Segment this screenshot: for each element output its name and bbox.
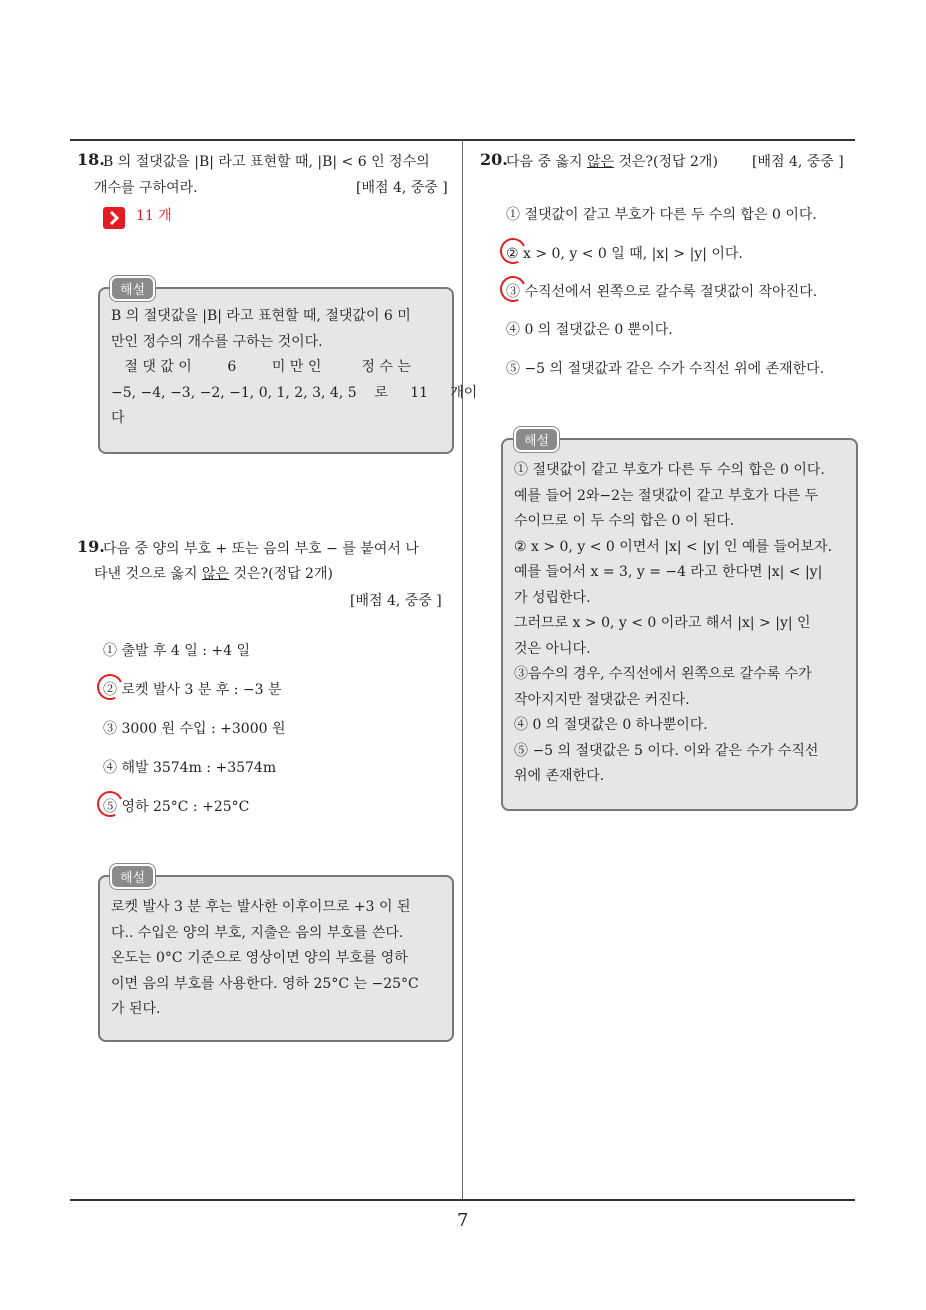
question-number: 20. bbox=[480, 150, 508, 169]
answer-arrow-icon bbox=[103, 207, 125, 229]
explanation-line: 다 bbox=[111, 410, 125, 426]
choice-4[interactable]: ④ 0 의 절댓값은 0 뿐이다. bbox=[506, 322, 673, 338]
explanation-text bbox=[111, 895, 419, 1023]
question-text: 타낸 것으로 옳지 않은 것은?(정답 2개) bbox=[94, 566, 333, 582]
explanation-line: 이면 음의 부호를 사용한다. 영하 25°C 는 −25°C bbox=[111, 975, 419, 992]
explanation-line: 수이므로 이 두 수의 합은 0 이 된다. bbox=[514, 513, 735, 529]
explanation-label: 해설 bbox=[514, 427, 559, 452]
explanation-line: 그러므로 x > 0, y < 0 이라고 해서 |x| > |y| 인 bbox=[514, 615, 811, 631]
question-text: 다음 중 옳지 않은 것은?(정답 2개) bbox=[506, 154, 718, 170]
explanation-line: 온도는 0°C 기준으로 영상이면 양의 부호를 영하 bbox=[111, 950, 408, 966]
explanation-line: 다.. 수입은 양의 부호, 지출은 음의 부호를 쓴다. bbox=[111, 924, 404, 941]
explanation-line: 절 댓 값 이 6 미 만 인 정 수 는 bbox=[111, 359, 411, 375]
explanation-line: 가 된다. bbox=[111, 1001, 161, 1017]
choice-1[interactable]: ① 절댓값이 같고 부호가 다른 두 수의 합은 0 이다. bbox=[506, 207, 817, 223]
question-number: 19. bbox=[77, 537, 105, 556]
choice-3[interactable]: ③ 3000 원 수입 : +3000 원 bbox=[103, 721, 286, 737]
explanation-line: ② x > 0, y < 0 이면서 |x| < |y| 인 예를 들어보자. bbox=[514, 538, 833, 555]
explanation-text bbox=[514, 458, 832, 790]
choice-5[interactable]: ⑤ 영하 25°C : +25°C bbox=[103, 799, 250, 815]
score-meta: [배점 4, 중중 ] bbox=[350, 593, 442, 609]
explanation-line: ④ 0 의 절댓값은 0 하나뿐이다. bbox=[514, 717, 708, 733]
explanation-line: 위에 존재한다. bbox=[514, 768, 605, 784]
explanation-line: 로켓 발사 3 분 후는 발사한 이후이므로 +3 이 된 bbox=[111, 899, 411, 915]
choice-5[interactable]: ⑤ −5 의 절댓값과 같은 수가 수직선 위에 존재한다. bbox=[506, 361, 825, 377]
choice-2[interactable]: ② x > 0, y < 0 일 때, |x| > |y| 이다. bbox=[506, 246, 743, 262]
question-number: 18. bbox=[77, 150, 105, 169]
explanation-line: ⑤ −5 의 절댓값은 5 이다. 이와 같은 수가 수직선 bbox=[514, 742, 819, 759]
explanation-text bbox=[111, 304, 477, 432]
explanation-line: ③음수의 경우, 수직선에서 왼쪽으로 갈수록 수가 bbox=[514, 666, 812, 682]
question-text: 다음 중 양의 부호 + 또는 음의 부호 − 를 붙여서 나 bbox=[103, 541, 419, 557]
explanation-box bbox=[98, 875, 454, 1042]
bottom-rule bbox=[70, 1199, 855, 1201]
explanation-line: ① 절댓값이 같고 부호가 다른 두 수의 합은 0 이다. bbox=[514, 462, 825, 478]
choice-1[interactable]: ① 출발 후 4 일 : +4 일 bbox=[103, 643, 251, 659]
explanation-line: 것은 아니다. bbox=[514, 640, 591, 657]
choice-3[interactable]: ③ 수직선에서 왼쪽으로 갈수록 절댓값이 작아진다. bbox=[506, 284, 818, 300]
page-number: 7 bbox=[457, 1210, 469, 1231]
explanation-box bbox=[501, 438, 858, 811]
explanation-line: 가 성립한다. bbox=[514, 589, 591, 606]
explanation-line: 만인 정수의 개수를 구하는 것이다. bbox=[111, 333, 323, 350]
explanation-label: 해설 bbox=[110, 864, 155, 889]
explanation-line: 예를 들어서 x = 3, y = −4 라고 한다면 |x| < |y| bbox=[514, 564, 823, 580]
question-text: 개수를 구하여라. bbox=[94, 180, 198, 196]
explanation-line: 작아지지만 절댓값은 커진다. bbox=[514, 691, 690, 708]
score-meta: [배점 4, 중중 ] bbox=[356, 180, 448, 196]
choice-2[interactable]: ② 로켓 발사 3 분 후 : −3 분 bbox=[103, 682, 282, 698]
explanation-line: −5, −4, −3, −2, −1, 0, 1, 2, 3, 4, 5 로 11 개이 bbox=[111, 384, 478, 401]
explanation-line: B 의 절댓값을 |B| 라고 표현할 때, 절댓값이 6 미 bbox=[111, 308, 411, 324]
score-meta: [배점 4, 중중 ] bbox=[752, 154, 844, 170]
explanation-box bbox=[98, 287, 478, 454]
explanation-line: 예를 들어 2와−2는 절댓값이 같고 부호가 다른 두 bbox=[514, 487, 819, 504]
column-divider bbox=[462, 140, 463, 1200]
answer-text: 11 개 bbox=[136, 208, 172, 224]
question-text: B 의 절댓값을 |B| 라고 표현할 때, |B| < 6 인 정수의 bbox=[103, 154, 430, 170]
choice-4[interactable]: ④ 해발 3574m : +3574m bbox=[103, 760, 277, 776]
explanation-label: 해설 bbox=[110, 276, 155, 301]
